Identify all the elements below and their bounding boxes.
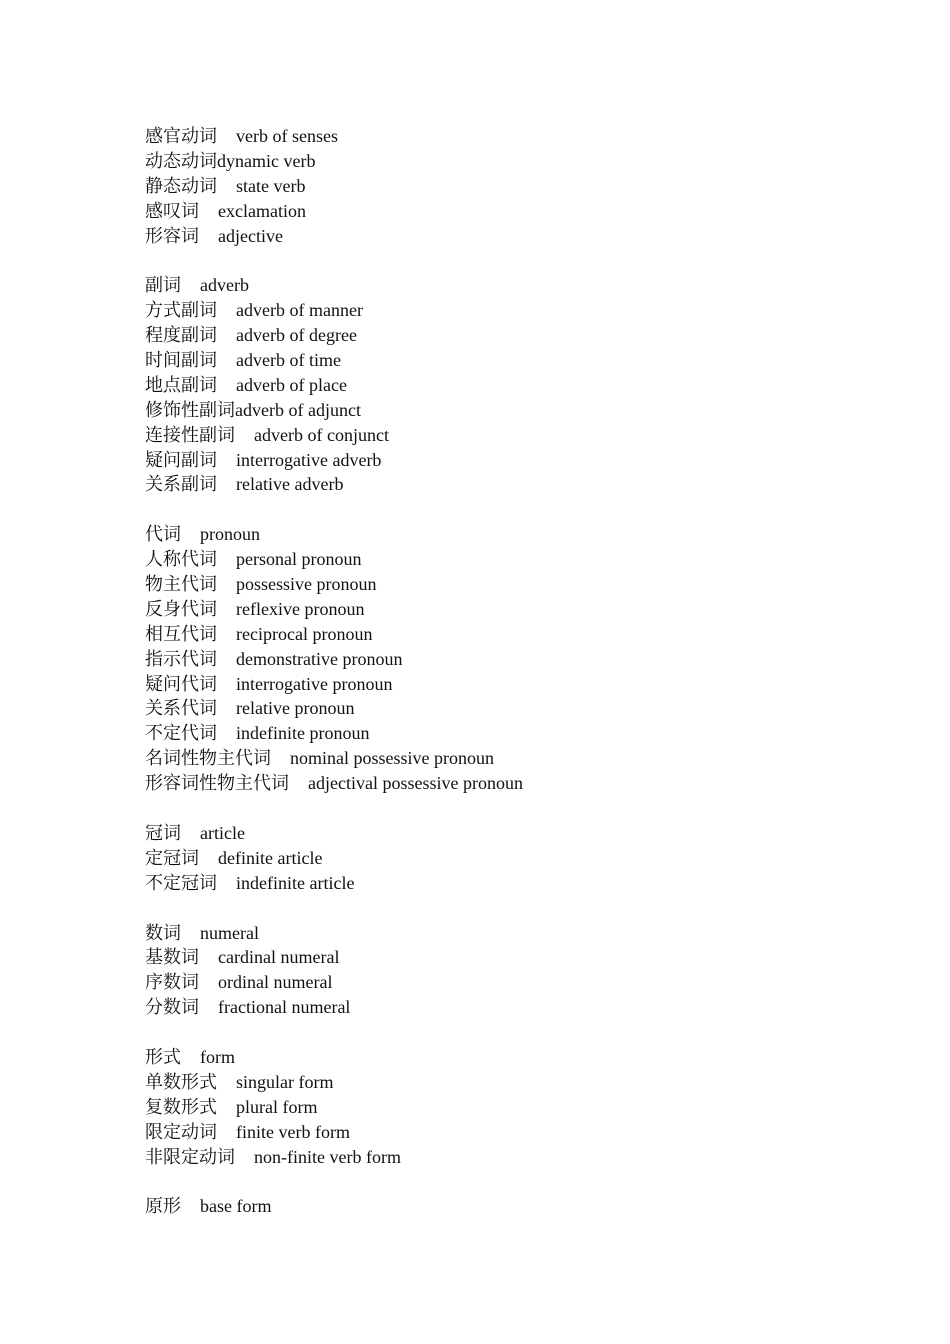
chinese-term: 静态动词 <box>145 175 217 196</box>
english-term: indefinite article <box>236 872 355 893</box>
glossary-entry <box>145 348 523 373</box>
glossary-section <box>145 821 523 896</box>
glossary-entry <box>145 1145 523 1170</box>
chinese-term: 形容词性物主代词 <box>145 773 289 794</box>
chinese-term: 序数词 <box>145 972 199 993</box>
glossary-entry <box>145 199 523 224</box>
english-term: pronoun <box>200 524 260 545</box>
glossary-section <box>145 921 523 1021</box>
chinese-term: 修饰性副词 <box>145 399 235 420</box>
glossary-entry <box>145 448 523 473</box>
english-term: reflexive pronoun <box>236 598 365 619</box>
chinese-term: 非限定动词 <box>145 1146 235 1167</box>
english-term: interrogative pronoun <box>236 673 393 694</box>
glossary-entry <box>145 124 523 149</box>
english-term: adverb of degree <box>236 325 357 346</box>
english-term: adverb of place <box>236 374 347 395</box>
glossary-entry <box>145 398 523 423</box>
chinese-term: 代词 <box>145 524 181 545</box>
glossary-entry <box>145 1194 523 1219</box>
english-term: finite verb form <box>236 1121 350 1142</box>
english-term: nominal possessive pronoun <box>290 748 494 769</box>
chinese-term: 不定代词 <box>145 723 217 744</box>
chinese-term: 方式副词 <box>145 300 217 321</box>
glossary-entry <box>145 273 523 298</box>
glossary-entry <box>145 547 523 572</box>
chinese-term: 不定冠词 <box>145 872 217 893</box>
english-term: form <box>200 1046 235 1067</box>
glossary-section <box>145 1045 523 1169</box>
english-term: adjective <box>218 225 283 246</box>
glossary-page <box>145 124 523 1219</box>
glossary-entry <box>145 821 523 846</box>
glossary-entry <box>145 647 523 672</box>
glossary-entry <box>145 224 523 249</box>
chinese-term: 形式 <box>145 1046 181 1067</box>
glossary-entry <box>145 472 523 497</box>
chinese-term: 限定动词 <box>145 1121 217 1142</box>
english-term: base form <box>200 1196 272 1217</box>
glossary-entry <box>145 945 523 970</box>
glossary-entry <box>145 921 523 946</box>
glossary-entry <box>145 298 523 323</box>
chinese-term: 动态动词 <box>145 150 217 171</box>
english-term: adjectival possessive pronoun <box>308 773 523 794</box>
chinese-term: 疑问代词 <box>145 673 217 694</box>
english-term: exclamation <box>218 200 306 221</box>
glossary-entry <box>145 721 523 746</box>
glossary-entry <box>145 597 523 622</box>
english-term: definite article <box>218 847 323 868</box>
section-spacer <box>145 896 523 921</box>
glossary-entry <box>145 871 523 896</box>
glossary-section <box>145 273 523 497</box>
chinese-term: 副词 <box>145 275 181 296</box>
glossary-entry <box>145 1045 523 1070</box>
glossary-entry <box>145 846 523 871</box>
english-term: personal pronoun <box>236 549 362 570</box>
glossary-entry <box>145 622 523 647</box>
chinese-term: 相互代词 <box>145 623 217 644</box>
glossary-entry <box>145 423 523 448</box>
chinese-term: 人称代词 <box>145 549 217 570</box>
chinese-term: 感叹词 <box>145 200 199 221</box>
glossary-entry <box>145 174 523 199</box>
chinese-term: 疑问副词 <box>145 449 217 470</box>
glossary-entry <box>145 995 523 1020</box>
english-term: demonstrative pronoun <box>236 648 403 669</box>
section-spacer <box>145 497 523 522</box>
glossary-entry <box>145 1070 523 1095</box>
english-term: cardinal numeral <box>218 947 340 968</box>
english-term: numeral <box>200 922 259 943</box>
section-spacer <box>145 1020 523 1045</box>
glossary-entry <box>145 323 523 348</box>
english-term: state verb <box>236 175 306 196</box>
chinese-term: 单数形式 <box>145 1071 217 1092</box>
section-spacer <box>145 1169 523 1194</box>
chinese-term: 指示代词 <box>145 648 217 669</box>
english-term: adverb <box>200 275 249 296</box>
chinese-term: 形容词 <box>145 225 199 246</box>
chinese-term: 定冠词 <box>145 847 199 868</box>
english-term: relative adverb <box>236 474 344 495</box>
english-term: non-finite verb form <box>254 1146 401 1167</box>
glossary-section <box>145 522 523 796</box>
glossary-entry <box>145 1095 523 1120</box>
chinese-term: 连接性副词 <box>145 424 235 445</box>
glossary-entry <box>145 373 523 398</box>
chinese-term: 程度副词 <box>145 325 217 346</box>
english-term: plural form <box>236 1096 318 1117</box>
glossary-entry <box>145 696 523 721</box>
english-term: possessive pronoun <box>236 574 377 595</box>
english-term: ordinal numeral <box>218 972 333 993</box>
english-term: relative pronoun <box>236 698 355 719</box>
chinese-term: 地点副词 <box>145 374 217 395</box>
chinese-term: 冠词 <box>145 822 181 843</box>
english-term: adverb of manner <box>236 300 363 321</box>
glossary-entry <box>145 970 523 995</box>
chinese-term: 分数词 <box>145 997 199 1018</box>
english-term: dynamic verb <box>217 150 316 171</box>
chinese-term: 关系代词 <box>145 698 217 719</box>
section-spacer <box>145 248 523 273</box>
section-spacer <box>145 796 523 821</box>
english-term: adverb of adjunct <box>235 399 361 420</box>
glossary-entry <box>145 771 523 796</box>
glossary-section <box>145 124 523 248</box>
glossary-entry <box>145 522 523 547</box>
chinese-term: 感官动词 <box>145 126 217 146</box>
chinese-term: 基数词 <box>145 947 199 968</box>
english-term: verb of senses <box>236 126 338 146</box>
chinese-term: 原形 <box>145 1196 181 1217</box>
english-term: indefinite pronoun <box>236 723 370 744</box>
english-term: adverb of conjunct <box>254 424 389 445</box>
english-term: adverb of time <box>236 350 341 371</box>
english-term: reciprocal pronoun <box>236 623 373 644</box>
glossary-section <box>145 1194 523 1219</box>
chinese-term: 名词性物主代词 <box>145 748 271 769</box>
chinese-term: 关系副词 <box>145 474 217 495</box>
english-term: article <box>200 822 245 843</box>
chinese-term: 时间副词 <box>145 350 217 371</box>
english-term: interrogative adverb <box>236 449 382 470</box>
chinese-term: 复数形式 <box>145 1096 217 1117</box>
chinese-term: 物主代词 <box>145 574 217 595</box>
glossary-entry <box>145 672 523 697</box>
glossary-entry <box>145 1120 523 1145</box>
glossary-entry <box>145 572 523 597</box>
glossary-entry <box>145 746 523 771</box>
chinese-term: 数词 <box>145 922 181 943</box>
english-term: singular form <box>236 1071 334 1092</box>
chinese-term: 反身代词 <box>145 598 217 619</box>
english-term: fractional numeral <box>218 997 351 1018</box>
glossary-entry <box>145 149 523 174</box>
